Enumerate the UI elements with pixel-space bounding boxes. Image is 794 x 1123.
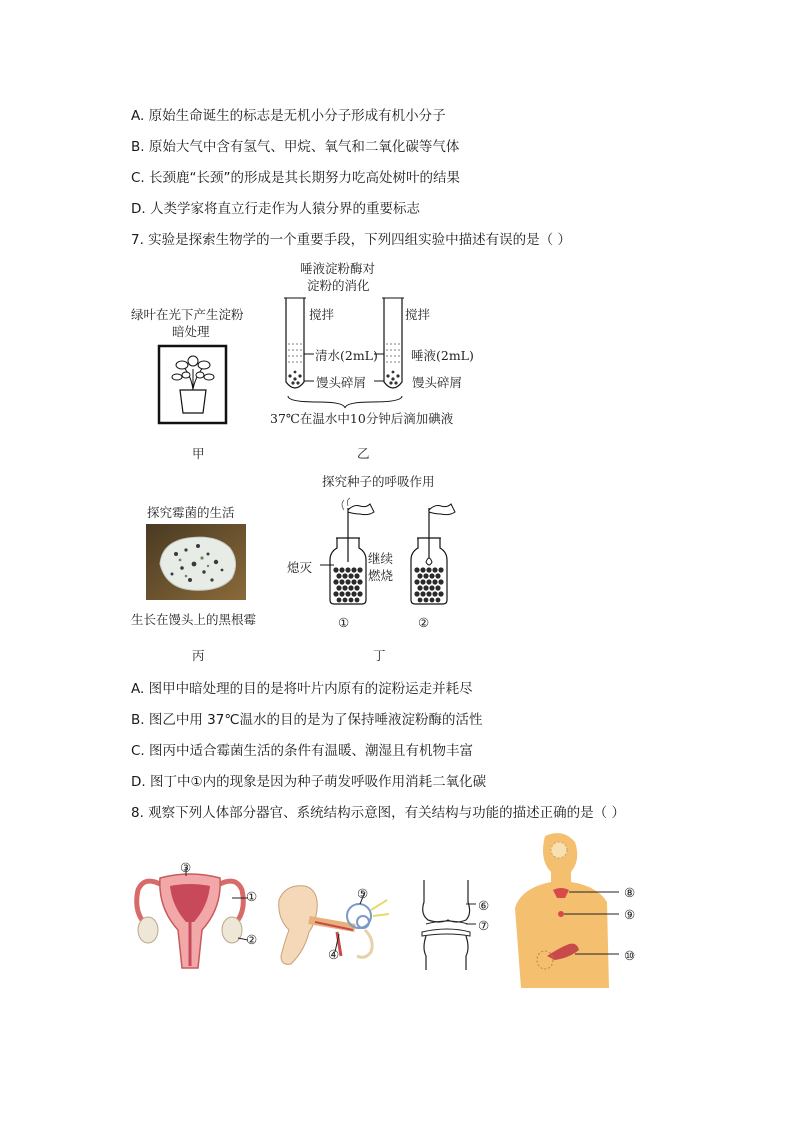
fig-yi-crumbs-right: 馒头碎屑 [412, 375, 463, 390]
fig-yi-stir-left: 搅拌 [309, 307, 335, 322]
q6-option-a: A. 原始生命诞生的标志是无机小分子形成有机小分子 [131, 108, 446, 124]
knee-joint-diagram [412, 880, 482, 970]
fig-bing-caption: 生长在馒头上的黑根霉 [131, 612, 257, 627]
fig-yi-caption: 37℃在温水中10分钟后滴加碘液 [270, 411, 454, 426]
fig-ding-bottle1-marker: ① [338, 615, 350, 630]
marker-4: ④ [328, 947, 340, 962]
marker-10: ⑩ [624, 948, 636, 963]
endocrine-system-image [507, 832, 617, 988]
potted-plant-image [158, 345, 228, 425]
q7-option-b: B. 图乙中用 37℃温水的目的是为了保持唾液淀粉酶的活性 [131, 712, 483, 728]
fig-yi-saliva-label: 唾液(2mL) [411, 348, 474, 363]
marker-9: ⑨ [624, 907, 636, 922]
marker-7: ⑦ [478, 918, 490, 933]
fig-ding-title: 探究种子的呼吸作用 [322, 474, 435, 489]
moldy-bread-photo [146, 524, 246, 600]
fig-ding-out-label: 熄灭 [287, 560, 313, 575]
q7-option-d: D. 图丁中①内的现象是因为种子萌发呼吸作用消耗二氧化碳 [131, 774, 487, 790]
marker-2: ② [246, 932, 258, 947]
marker-5: ⑤ [357, 886, 369, 901]
fig-jia-title: 绿叶在光下产生淀粉 [131, 307, 244, 322]
fig-bing-label: 丙 [192, 648, 205, 663]
fig-yi-water-label: 清水(2mL) [315, 348, 378, 363]
q7-option-c: C. 图丙中适合霉菌生活的条件有温暖、潮湿且有机物丰富 [131, 743, 474, 759]
marker-3: ③ [180, 860, 192, 875]
fig-bing-title: 探究霉菌的生活 [147, 505, 235, 520]
fig-ding-burn-line1: 继续 [368, 551, 394, 566]
marker-6: ⑥ [478, 898, 490, 913]
q6-option-d: D. 人类学家将直立行走作为人猿分界的重要标志 [131, 201, 420, 217]
female-reproductive-system-image [130, 860, 250, 972]
marker-8: ⑧ [624, 885, 636, 900]
fig-jia-label: 甲 [192, 446, 205, 461]
q8-stem: 8. 观察下列人体部分器官、系统结构示意图，有关结构与功能的描述正确的是（ ） [131, 805, 625, 821]
fig-ding-label: 丁 [373, 648, 386, 663]
fig-jia-subtitle: 暗处理 [172, 324, 210, 339]
fig-ding-bottle2-marker: ② [418, 615, 430, 630]
fig-yi-stir-right: 搅拌 [405, 307, 431, 322]
q7-stem: 7. 实验是探索生物学的一个重要手段，下列四组实验中描述有误的是（ ） [131, 232, 571, 248]
fig-ding-burn-line2: 燃烧 [368, 568, 394, 583]
marker-1: ① [246, 889, 258, 904]
fig-yi-subtitle: 淀粉的消化 [307, 278, 370, 293]
q7-option-a: A. 图甲中暗处理的目的是将叶片内原有的淀粉运走并耗尽 [131, 681, 473, 697]
q6-option-b: B. 原始大气中含有氢气、甲烷、氧气和二氧化碳等气体 [131, 139, 460, 155]
q6-option-c: C. 长颈鹿“长颈”的形成是其长期努力吃高处树叶的结果 [131, 170, 460, 186]
fig-yi-title: 唾液淀粉酶对 [300, 261, 376, 276]
fig-yi-label: 乙 [357, 446, 370, 461]
fig-yi-crumbs-left: 馒头碎屑 [316, 375, 367, 390]
